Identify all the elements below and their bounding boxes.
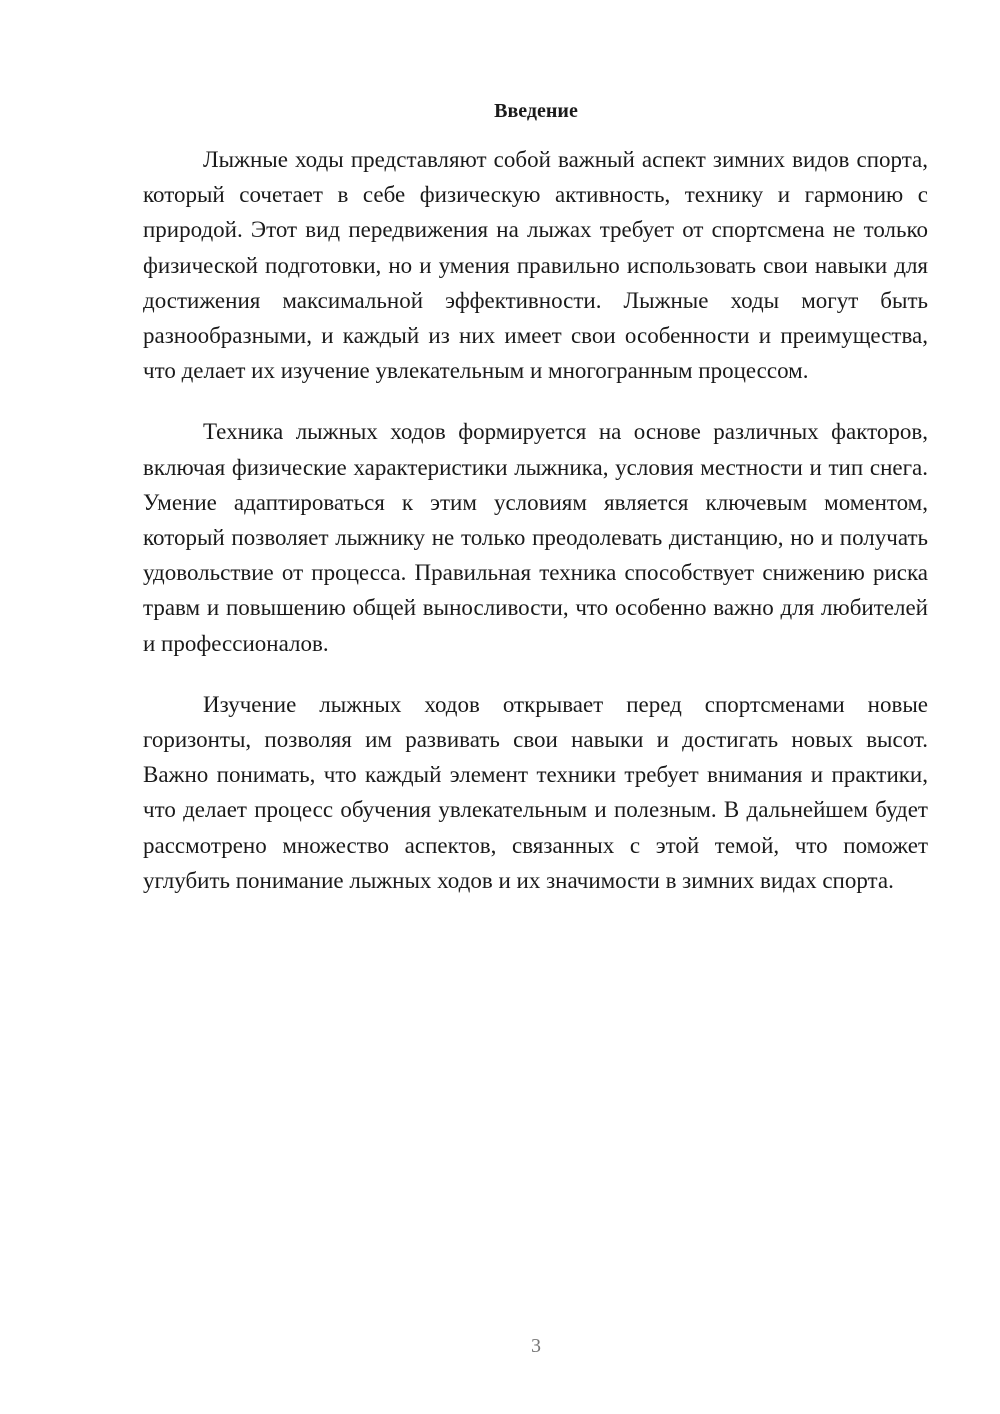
section-heading: Введение: [494, 100, 578, 122]
body-text: [143, 142, 928, 924]
paragraph-1: Лыжные ходы представляют собой важный аспект зимних видов спорта, который сочетает в себе физическую активность, технику и гармонию с природой. Этот вид передвижения на лыжах требует от спортсмена не только физической подготовки, но и умения правильно использовать свои навыки для достижения максимальной эффективности. Лыжные ходы могут быть разнообразными, и каждый из них имеет свои особенности и преимущества, что делает их изучение увлекательным и многогранным процессом.: [143, 147, 928, 384]
paragraph-3: Изучение лыжных ходов открывает перед спортсменами новые горизонты, позволяя им развивать свои навыки и достигать новых высот. Важно понимать, что каждый элемент техники требует внимания и практики, что делает процесс обучения увлекательным и полезным. В дальнейшем будет рассмотрено множество аспектов, связанных с этой темой, что поможет углубить понимание лыжных ходов и их значимости в зимних видах спорта.: [143, 691, 928, 893]
page-number: 3: [531, 1335, 541, 1357]
paragraph-2: Техника лыжных ходов формируется на основе различных факторов, включая физические характеристики лыжника, условия местности и тип снега. Умение адаптироваться к этим условиям является ключевым моментом, который позволяет лыжнику не только преодолевать дистанцию, но и получать удовольствие от процесса. Правильная техника способствует снижению риска травм и повышению общей выносливости, что особенно важно для любителей и профессионалов.: [143, 419, 928, 656]
